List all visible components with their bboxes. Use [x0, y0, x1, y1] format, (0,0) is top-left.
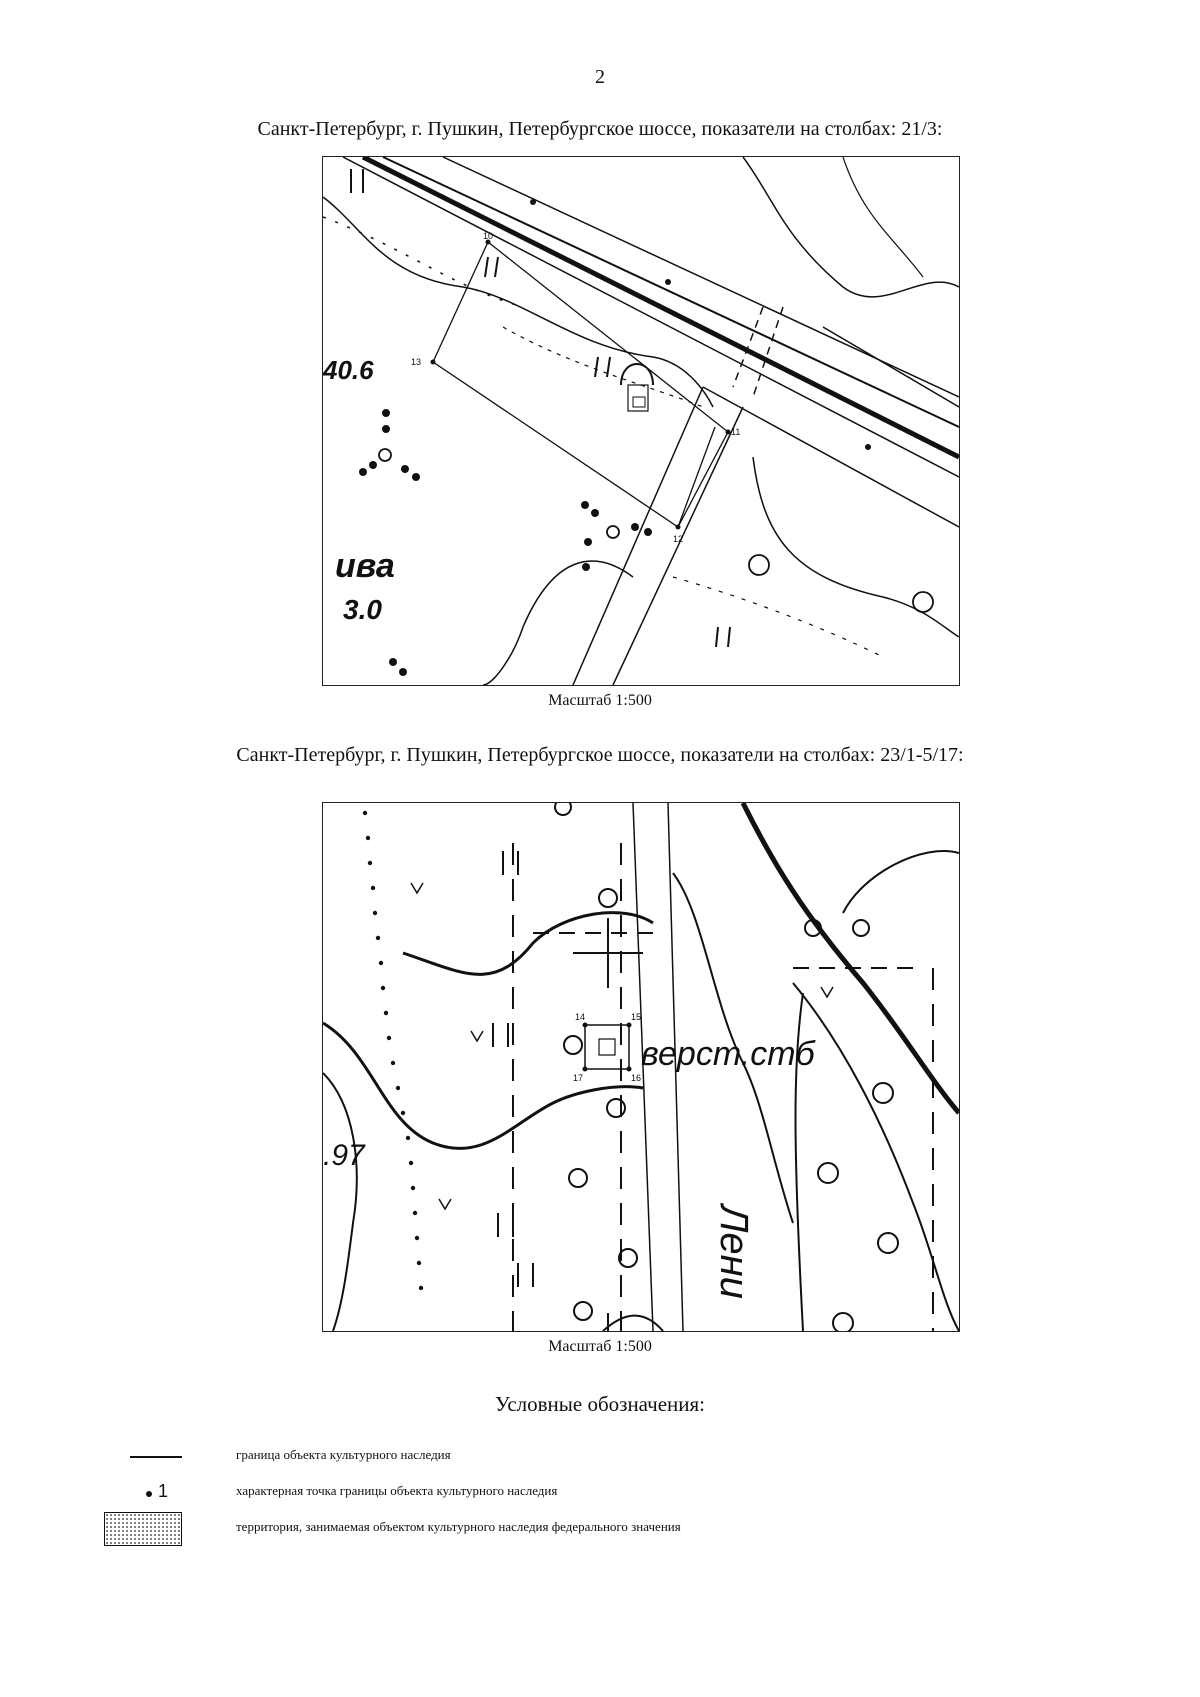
- map-1-scale: Масштаб 1:500: [548, 692, 652, 709]
- legend-item-point-text: характерная точка границы объекта культурного наследия: [236, 1483, 558, 1498]
- map-2-drawing: [323, 803, 959, 1331]
- map-1-point-11: 11: [731, 427, 741, 437]
- map-1-tree-height: 3.0: [343, 594, 382, 625]
- map-2-elevation: .97: [323, 1139, 365, 1172]
- legend-item-point: [96, 1476, 1096, 1510]
- legend-item-territory-text: территория, занимаемая объектом культурного наследия федерального значения: [236, 1519, 681, 1534]
- map-2-feature-text: верст.стб: [641, 1035, 815, 1073]
- map-1-point-10: 10: [483, 231, 494, 241]
- map-2-scale: Масштаб 1:500: [548, 1338, 652, 1355]
- map-2-point-17: 17: [572, 1073, 583, 1083]
- page-number: 2: [595, 66, 605, 88]
- dotted-area-icon: [96, 1512, 182, 1546]
- map-1-point-13: 13: [411, 357, 422, 367]
- boundary-line-icon: [96, 1440, 182, 1474]
- map-2-street-text: Лени: [712, 1205, 756, 1299]
- map-1-frame[interactable]: [322, 156, 960, 686]
- legend-item-territory: [96, 1512, 1096, 1546]
- legend-title: Условные обозначения:: [494, 1392, 706, 1416]
- map-1-elevation: 40.6: [323, 355, 374, 385]
- map-2-caption: Санкт-Петербург, г. Пушкин, Петербургское шоссе, показатели на столбах: 23/1-5/17:: [236, 744, 964, 766]
- map-2-point-14: 14: [574, 1012, 585, 1022]
- map-1-tree-name: ива: [335, 547, 395, 585]
- legend-item-boundary: [96, 1440, 1096, 1474]
- map-2-point-15: 15: [631, 1012, 642, 1022]
- boundary-point-icon: [96, 1476, 182, 1510]
- map-1-point-12: 12: [673, 534, 684, 544]
- legend-point-label: 1: [158, 1481, 169, 1501]
- map-1-caption: Санкт-Петербург, г. Пушкин, Петербургское шоссе, показатели на столбах: 21/3:: [257, 118, 943, 140]
- map-1-drawing: [323, 157, 959, 685]
- map-2-point-16: 16: [631, 1073, 642, 1083]
- map-2-frame[interactable]: [322, 802, 960, 1332]
- legend-item-boundary-text: граница объекта культурного наследия: [236, 1447, 451, 1462]
